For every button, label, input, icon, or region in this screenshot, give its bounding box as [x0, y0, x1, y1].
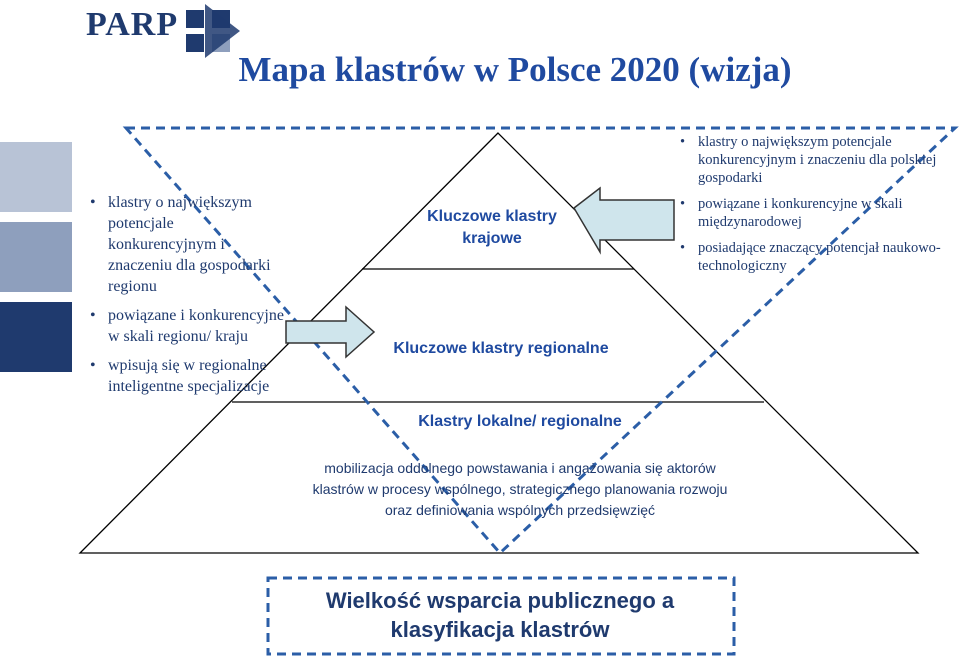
right-list-item: • klastry o największym potencjale konkurencyjnym i znaczeniu dla polskiej gospodarki: [676, 133, 958, 187]
left-bullet-list: [86, 192, 286, 405]
tier-middle-label: Kluczowe klastry regionalne: [393, 340, 609, 357]
left-list-item: • powiązane i konkurencyjne w skali regionu/ kraju: [86, 305, 286, 347]
tier-bottom-description: mobilizacja oddolnego powstawania i angażowania się aktorów klastrów w procesy wspólnego, strategicznego planowania rozwoju oraz definiowania wspólnych przedsięwzięć: [312, 460, 728, 518]
page-title: Mapa klastrów w Polsce 2020 (wizja): [238, 50, 792, 89]
side-square-3: [0, 302, 72, 372]
right-arrow-icon: [286, 307, 374, 357]
right-list-item: • posiadające znaczący potencjał naukowo-technologiczny: [676, 239, 958, 275]
tier-top-label: Kluczowe klastry krajowe: [427, 208, 557, 247]
left-list-item: • klastry o największym potencjale konkurencyjnym i znaczeniu dla gospodarki regionu: [86, 192, 286, 297]
left-list-item: • wpisują się w regionalne inteligentne specjalizacje: [86, 355, 286, 397]
left-arrow-icon: [574, 188, 674, 252]
bottom-box-text: Wielkość wsparcia publicznego a klasyfikacja klastrów: [325, 588, 675, 642]
right-bullet-list: [676, 133, 958, 283]
side-square-2: [0, 222, 72, 292]
logo-text: PARP: [86, 6, 179, 43]
side-square-1: [0, 142, 72, 212]
tier-bottom-label: Klastry lokalne/ regionalne: [418, 413, 622, 430]
right-list-item: • powiązane i konkurencyjne w skali międzynarodowej: [676, 195, 958, 231]
